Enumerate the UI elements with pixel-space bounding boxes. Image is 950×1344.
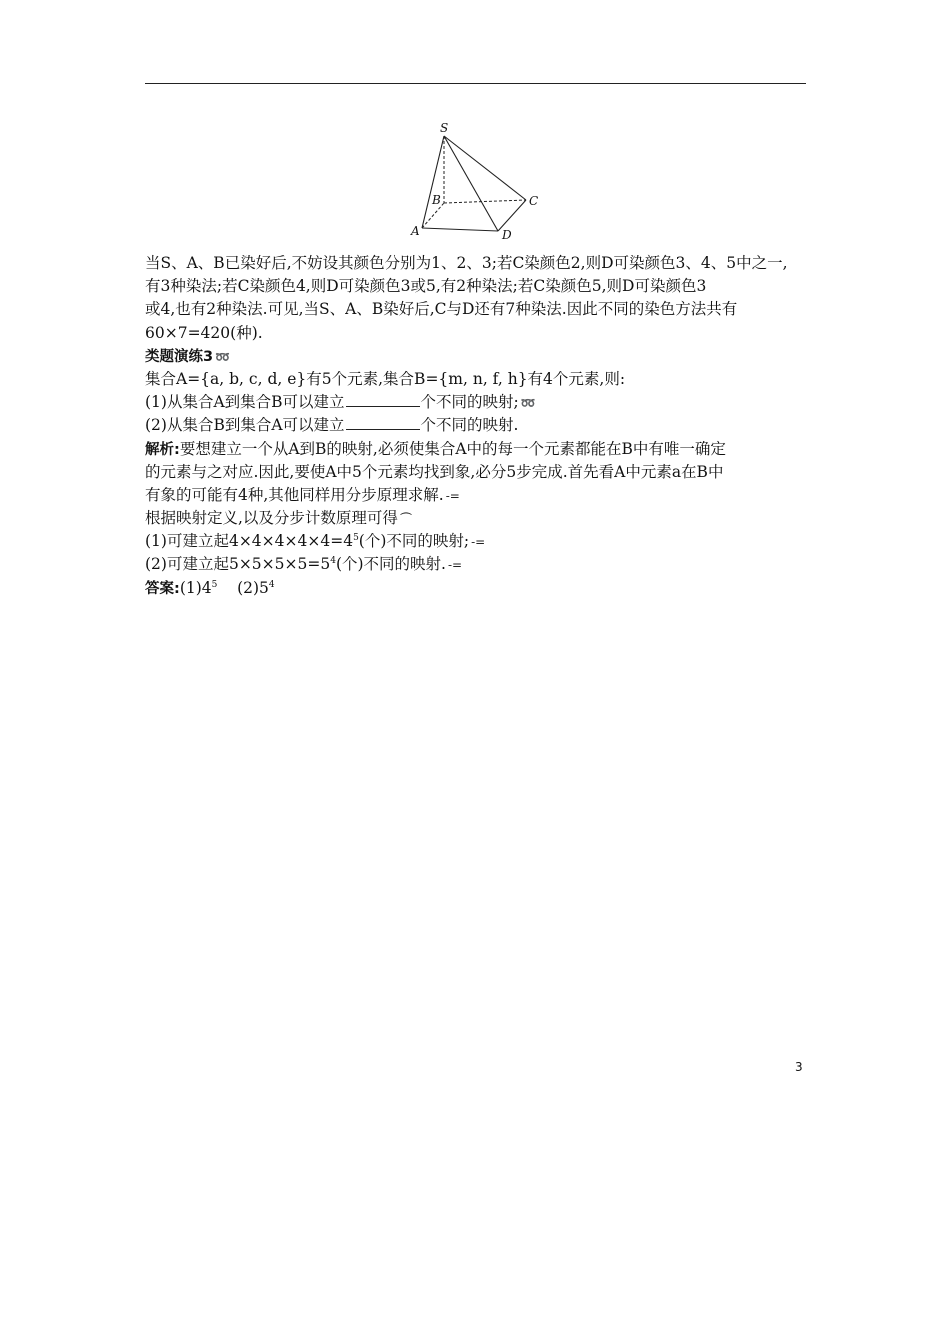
analysis-line-3 xyxy=(145,484,810,507)
question-2-end: 个不同的映射. xyxy=(420,416,519,435)
question-1-text: (1)从集合A到集合B可以建立 xyxy=(145,393,345,412)
header-rule xyxy=(145,83,806,84)
answer-label: 答案: xyxy=(145,580,180,597)
edge-dc xyxy=(498,200,526,231)
solution-line-4: 60×7=420(种). xyxy=(145,323,263,342)
answer-blank-2 xyxy=(346,415,420,430)
edge-bc xyxy=(444,200,526,203)
answer-1: (1)4 xyxy=(179,578,212,597)
analysis-label: 解析: xyxy=(145,441,180,458)
pyramid-figure xyxy=(405,118,555,243)
result-2-exponent: 4 xyxy=(330,556,336,567)
label-d: D xyxy=(502,228,512,242)
analysis-text-4: 根据映射定义,以及分步计数原理可得 xyxy=(145,509,398,528)
answer-2: (2)5 xyxy=(237,578,269,597)
question-2-text: (2)从集合B到集合A可以建立 xyxy=(145,416,345,435)
result-1-text: (1)可建立起4×4×4×4×4=4 xyxy=(145,532,354,551)
label-a: A xyxy=(411,224,420,238)
answer-line xyxy=(145,577,810,600)
answer-2-exponent: 4 xyxy=(268,579,275,590)
page-body xyxy=(145,252,810,600)
edge-sa xyxy=(422,136,444,228)
answer-1-exponent: 5 xyxy=(211,579,218,590)
analysis-line-4 xyxy=(145,507,810,530)
pyramid-diagram xyxy=(405,118,555,243)
page-number: 3 xyxy=(795,1060,803,1074)
question-2 xyxy=(145,414,810,437)
result-2-text: (2)可建立起5×5×5×5=5 xyxy=(145,555,331,574)
edge-ad xyxy=(422,228,498,231)
solution-line-1: 当S、A、B已染好后,不妨设其颜色分别为1、2、3;若C染颜色2,则D可染颜色3、4、5中之一, xyxy=(145,254,788,272)
solution-line-2: 有3种染法;若C染颜色4,则D可染颜色3或5,有2种染法;若C染颜色5,则D可染颜色3 xyxy=(145,277,707,296)
bracket-mark-icon: ⏜ xyxy=(399,512,412,527)
label-s: S xyxy=(440,121,449,135)
question-1-end: 个不同的映射; xyxy=(420,393,519,412)
result-2-end: (个)不同的映射. xyxy=(335,555,446,574)
label-c: C xyxy=(529,194,539,208)
result-1 xyxy=(145,530,810,553)
mouse-icon: ➿ xyxy=(520,396,536,411)
result-1-end: (个)不同的映射; xyxy=(358,532,470,551)
answer-blank-1 xyxy=(346,392,420,407)
equiv-mark-icon: -= xyxy=(447,558,463,573)
question-1 xyxy=(145,391,810,414)
analysis-text-3: 有象的可能有4种,其他同样用分步原理求解. xyxy=(145,485,444,504)
result-2 xyxy=(145,553,810,576)
analysis-text-1: 要想建立一个从A到B的映射,必须使集合A中的每一个元素都能在B中有唯一确定 xyxy=(179,439,726,458)
equiv-mark-icon: -= xyxy=(471,535,486,550)
equiv-mark-icon: -= xyxy=(445,488,460,503)
label-b: B xyxy=(432,193,441,207)
edge-sc xyxy=(444,136,526,200)
result-1-exponent: 5 xyxy=(353,533,359,544)
edge-sd xyxy=(444,136,498,231)
analysis-line-1 xyxy=(145,438,810,461)
exercise-heading: 类题演练3 xyxy=(145,348,214,365)
exercise-stem: 集合A={a, b, c, d, e}有5个元素,集合B={m, n, f, h}有4个元素,则: xyxy=(145,369,626,388)
solution-line-3: 或4,也有2种染法.可见,当S、A、B染好后,C与D还有7种染法.因此不同的染色方法共有 xyxy=(145,300,738,319)
mouse-icon: ➿ xyxy=(215,349,231,364)
analysis-line-2: 的元素与之对应.因此,要使A中5个元素均找到象,必分5步完成.首先看A中元素a在B中 xyxy=(145,462,724,481)
exercise-heading-line xyxy=(145,345,810,368)
